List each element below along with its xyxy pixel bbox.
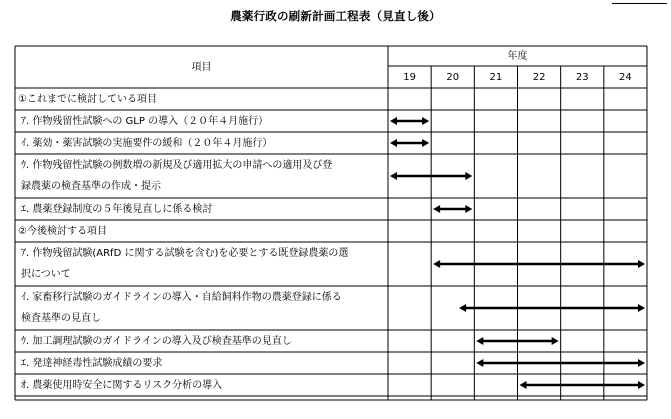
schedule-table [15, 46, 647, 400]
year-header-24: 24 [619, 71, 632, 83]
schedule-item [21, 352, 382, 374]
schedule-item-line: 録農薬の検査基準の作成・提示 [21, 181, 161, 192]
year-group-header: 年度 [507, 50, 528, 62]
year-header-23: 23 [575, 71, 589, 83]
timeline-arrow [390, 117, 429, 125]
schedule-item [21, 242, 382, 286]
schedule-item-line: 択について [21, 269, 71, 280]
section-title: ②今後検討する項目 [18, 225, 107, 237]
schedule-item-line: ｱ. 作物残留試験(ARfD に関する試験を含む)を必要とする既登録農薬の選 [21, 248, 349, 259]
year-header-22: 22 [532, 71, 546, 83]
year-header-20: 20 [446, 71, 460, 83]
schedule-item-line: ｲ. 家畜移行試験のガイドラインの導入・自給飼料作物の農薬登録に係る [21, 292, 342, 303]
timeline-arrow [390, 139, 429, 147]
schedule-item-line: ｱ. 作物残留性試験への GLP の導入（２０年４月施行） [21, 115, 269, 127]
schedule-item [21, 110, 382, 132]
schedule-item [21, 154, 382, 198]
schedule-item [21, 198, 382, 220]
schedule-item-line: ｴ. 発達神経毒性試験成績の要求 [21, 357, 163, 369]
schedule-item-line: ｴ. 農薬登録制度の５年後見直しに係る検討 [21, 203, 213, 215]
schedule-item-line: ｲ. 薬効・薬害試験の実施要件の緩和（２０年４月施行） [21, 137, 273, 149]
top-right-rule [612, 3, 667, 4]
timeline-arrow [433, 205, 472, 213]
timeline-arrow [520, 381, 646, 389]
page-title: 農薬行政の刷新計画工程表（見直し後） [230, 9, 441, 23]
schedule-item [21, 132, 382, 154]
schedule-item-line: 検査基準の見直し [21, 313, 101, 324]
year-header-21: 21 [489, 71, 503, 83]
schedule-item-line: ｳ. 加工調理試験のガイドラインの導入及び検査基準の見直し [21, 335, 292, 347]
item-column-header: 項目 [191, 61, 212, 73]
timeline-arrow [433, 260, 645, 268]
schedule-item [21, 286, 382, 330]
section-title: ①これまでに検討している項目 [18, 93, 157, 105]
schedule-item [21, 374, 382, 396]
schedule-item-line: ｵ. 農薬使用時安全に関するリスク分析の導入 [21, 379, 223, 391]
year-header-19: 19 [403, 71, 416, 83]
schedule-item-line: ｳ. 作物残留性試験の例数増の新規及び適用拡大の申請への適用及び登 [21, 160, 333, 171]
timeline-arrow [459, 304, 645, 312]
schedule-item [21, 330, 382, 352]
